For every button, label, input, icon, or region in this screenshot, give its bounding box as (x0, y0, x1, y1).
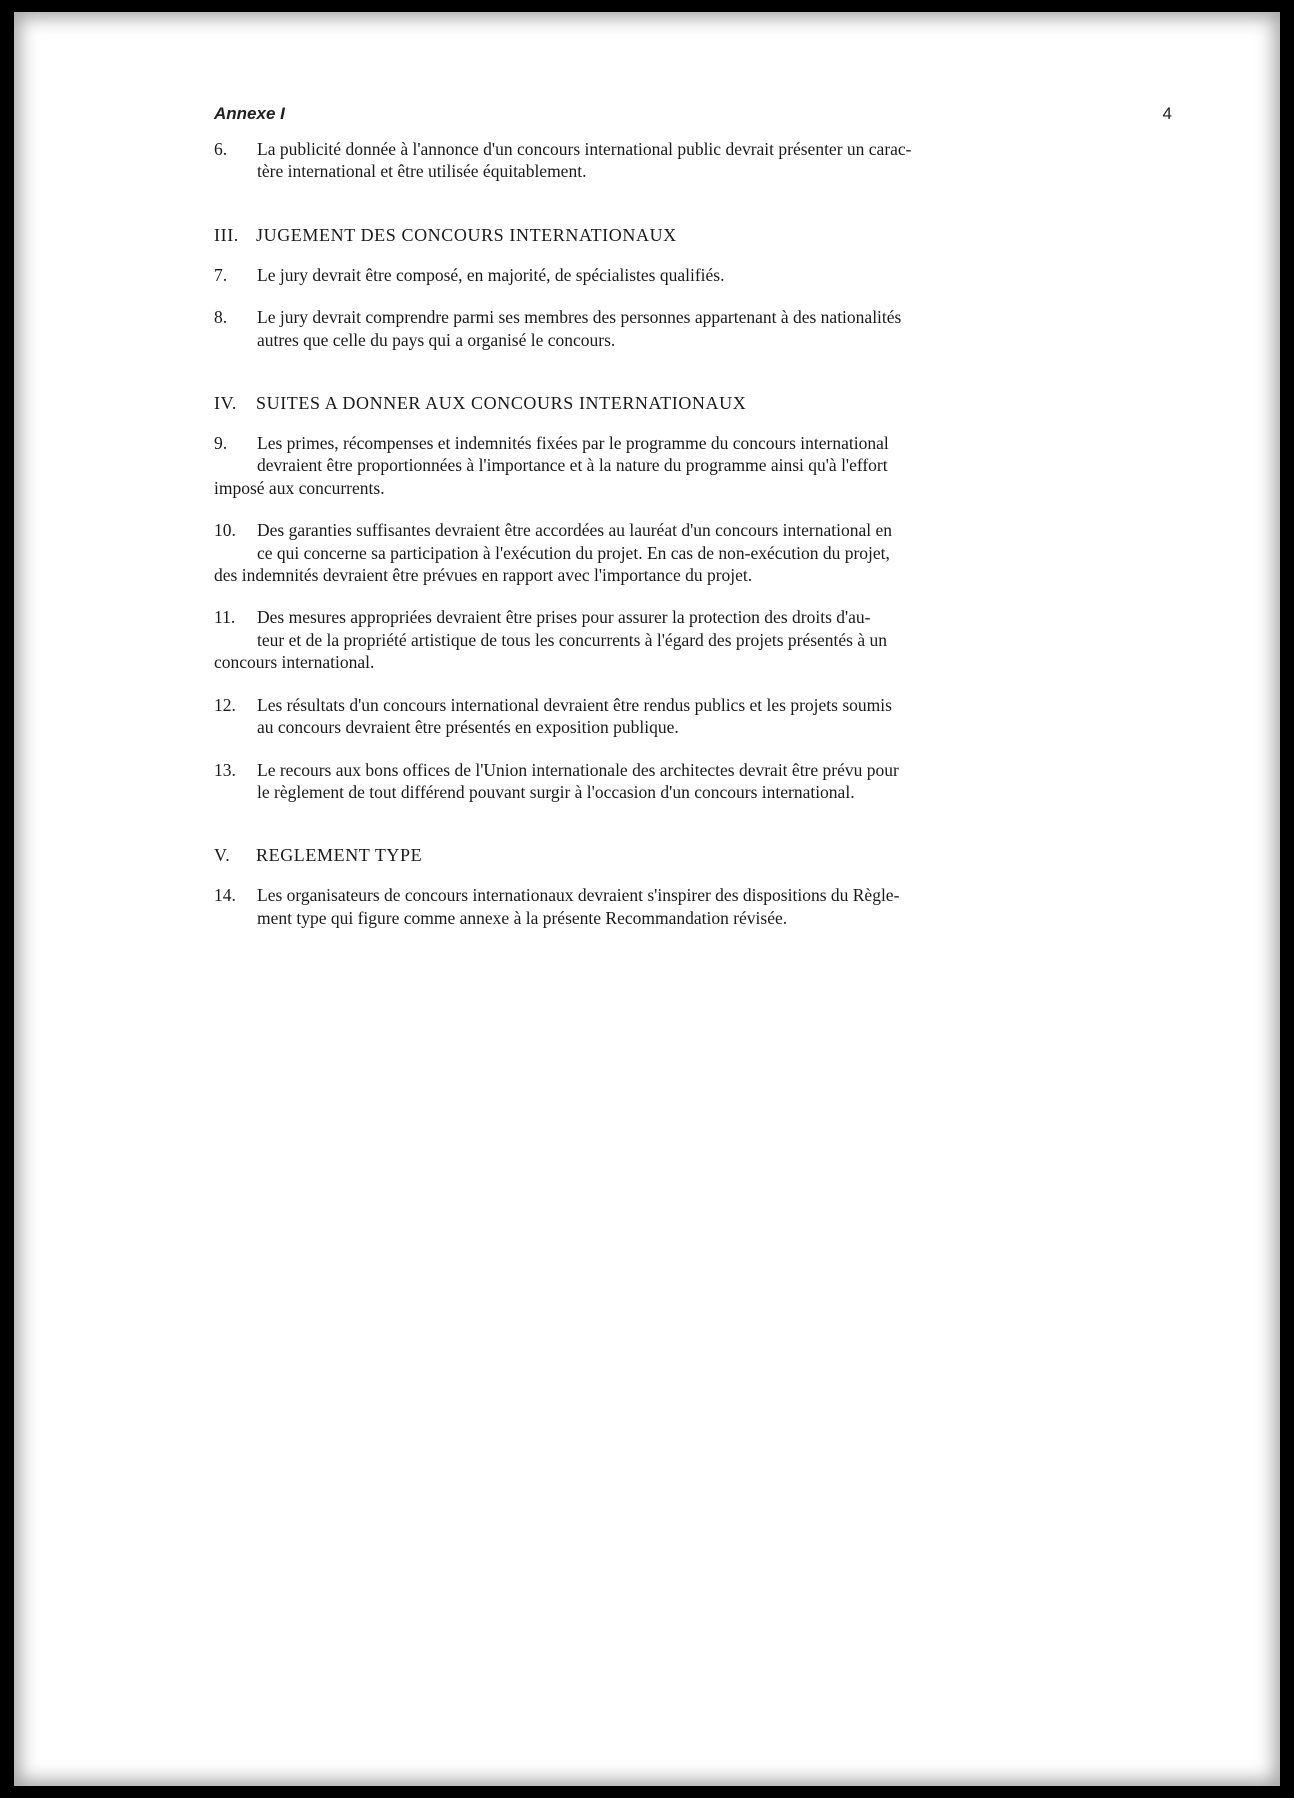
page-content (200, 104, 1172, 949)
paragraph-12 (214, 694, 1172, 739)
paragraph-9 (214, 432, 1172, 499)
paragraph-10 (214, 519, 1172, 586)
paragraph-line: teur et de la propriété artistique de tous les concurrents à l'égard des projets présentés à un (257, 629, 888, 650)
paragraph-number: 11. (214, 607, 236, 628)
paragraph-line: La publicité donnée à l'annonce d'un concours international public devrait présenter un carac- (257, 139, 912, 159)
paragraph-number: 12. (214, 694, 236, 715)
paragraph-13 (214, 759, 1172, 804)
paragraph-line: ce qui concerne sa participation à l'exécution du projet. En cas de non-exécution du projet, (257, 542, 890, 563)
paragraph-number: 9. (214, 433, 228, 454)
paragraph-line: Le jury devrait être composé, en majorité, de spécialistes qualifiés. (257, 264, 725, 285)
paragraph-line: Les primes, récompenses et indemnités fixées par le programme du concours international (257, 433, 889, 454)
paragraph-line: Des garanties suffisantes devraient être accordées au lauréat d'un concours international en (257, 520, 892, 541)
paragraph-line: autres que celle du pays qui a organisé le concours. (257, 329, 616, 350)
paragraph-11 (214, 606, 1172, 673)
paragraph-number: 10. (214, 520, 236, 541)
paragraph-number: 8. (214, 307, 228, 328)
paragraph-line: Le recours aux bons offices de l'Union internationale des architectes devrait être prévu pour (257, 759, 899, 780)
header-title: Annexe I (214, 104, 285, 123)
paragraph-line: devraient être proportionnées à l'importance et à la nature du programme ainsi qu'à l'effort (257, 455, 888, 476)
paragraph-line: Les résultats d'un concours international devraient être rendus publics et les projets soumis (257, 694, 892, 715)
section-title: SUITES A DONNER AUX CONCOURS INTERNATIONAUX (256, 393, 747, 414)
page-number: 4 (1162, 104, 1172, 123)
paragraph-number: 6. (214, 139, 228, 159)
section-number: V. (214, 845, 231, 866)
paragraph-line: le règlement de tout différend pouvant surgir à l'occasion d'un concours international. (257, 781, 855, 802)
paragraph-line: imposé aux concurrents. (214, 477, 385, 498)
section-title: REGLEMENT TYPE (256, 845, 423, 866)
paragraph-line: tère international et être utilisée équitablement. (257, 161, 587, 182)
paragraph-14 (214, 884, 1172, 929)
paragraph-line: ment type qui figure comme annexe à la présente Recommandation révisée. (257, 907, 788, 928)
paragraph-8 (214, 306, 1172, 351)
paragraph-6 (214, 138, 1172, 183)
paragraph-number: 7. (214, 264, 228, 285)
section-heading-v (214, 845, 1172, 866)
paragraph-line: Le jury devrait comprendre parmi ses membres des personnes appartenant à des nationalités (257, 307, 902, 328)
section-number: III. (214, 224, 239, 245)
paragraph-line: Les organisateurs de concours internationaux devraient s'inspirer des dispositions du Règle- (257, 885, 900, 906)
paragraph-number: 13. (214, 759, 236, 780)
section-title: JUGEMENT DES CONCOURS INTERNATIONAUX (256, 224, 677, 245)
section-number: IV. (214, 393, 237, 414)
paragraph-7 (214, 264, 1172, 286)
page-header (200, 104, 1172, 130)
paragraph-line: concours international. (214, 652, 375, 673)
section-heading-iv (214, 393, 1172, 414)
document-page (14, 12, 1280, 1786)
paragraph-line: Des mesures appropriées devraient être prises pour assurer la protection des droits d'au- (257, 607, 871, 628)
paragraph-line: au concours devraient être présentés en exposition publique. (257, 717, 679, 738)
paragraph-number: 14. (214, 885, 236, 906)
paragraph-line: des indemnités devraient être prévues en rapport avec l'importance du projet. (214, 565, 753, 586)
section-heading-iii (214, 225, 1172, 246)
